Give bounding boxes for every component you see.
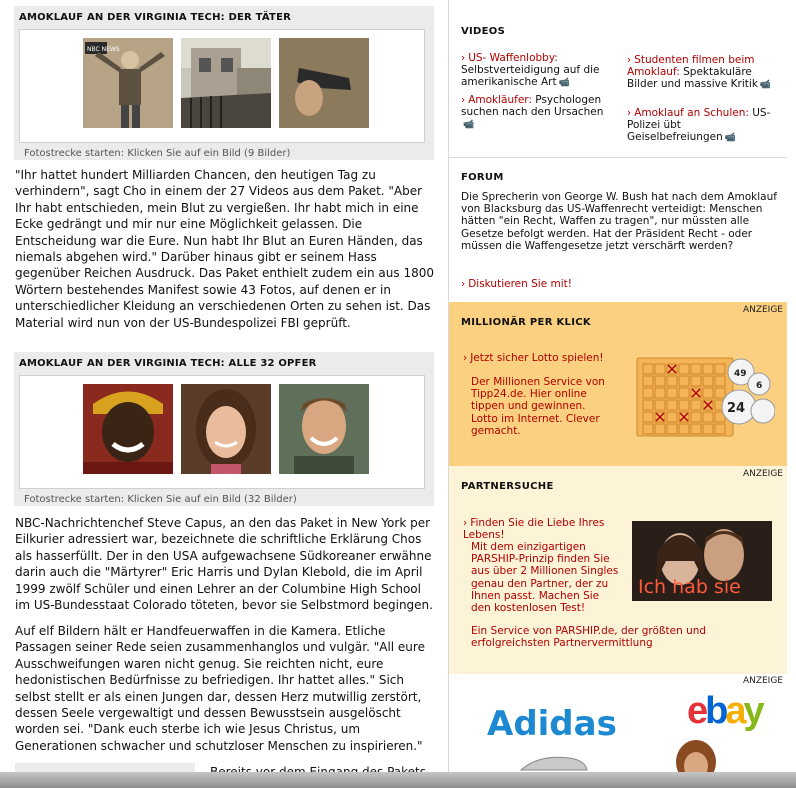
gallery-title: AMOKLAUF AN DER VIRGINIA TECH: ALLE 32 OPFER — [19, 358, 317, 369]
lotto-title: MILLIONÄR PER KLICK — [461, 317, 591, 328]
camera-icon: 📹 — [558, 78, 570, 89]
thumb-image-1[interactable] — [83, 38, 173, 128]
brand-ad[interactable] — [449, 674, 787, 772]
parship-slogan: Ich hab sie — [638, 576, 741, 598]
gallery-caption[interactable]: Fotostrecke starten: Klicken Sie auf ein Bild (9 Bilder) — [24, 148, 291, 159]
video-item-2[interactable] — [461, 94, 609, 132]
lotto-ball-label: 6 — [756, 381, 763, 391]
video-desc: Selbstverteidigung auf die amerikanische Art — [461, 64, 600, 89]
lotto-ball-label: 24 — [727, 401, 746, 416]
gallery-thumbnails — [19, 375, 425, 489]
gallery-thumbnails — [19, 29, 425, 143]
video-link[interactable]: › US- Waffenlobby: — [461, 52, 558, 64]
video-item-1[interactable] — [461, 52, 609, 90]
forum-box — [449, 157, 787, 303]
parship-couple-image — [632, 521, 772, 601]
lotto-ticket-image — [635, 354, 775, 440]
ebay-letter: e — [687, 690, 706, 732]
lotto-ad[interactable] — [449, 302, 787, 466]
ebay-letter: y — [743, 690, 762, 732]
video-link[interactable]: › Amokläufer: — [461, 94, 532, 106]
ebay-logo[interactable] — [687, 690, 762, 733]
shoe-image — [519, 752, 589, 772]
video-item-3[interactable] — [627, 54, 779, 92]
gallery-perpetrator — [14, 6, 434, 160]
thumb-image-3[interactable] — [279, 38, 369, 128]
video-link[interactable]: › Amoklauf an Schulen: — [627, 107, 749, 119]
lotto-ball-label: 49 — [734, 369, 747, 379]
thumb-image-2[interactable] — [181, 38, 271, 128]
camera-icon: 📹 — [759, 80, 772, 91]
parship-title: PARTNERSUCHE — [461, 481, 554, 492]
ebay-letter: a — [725, 690, 744, 732]
videos-box — [449, 0, 787, 157]
ebay-letter: b — [705, 690, 726, 732]
forum-title: FORUM — [461, 172, 504, 183]
person-image — [671, 740, 721, 772]
gallery-title: AMOKLAUF AN DER VIRGINIA TECH: DER TÄTER — [19, 12, 291, 23]
parship-link[interactable]: › Finden Sie die Liebe Ihres Lebens! — [463, 517, 623, 541]
lotto-link[interactable]: › Jetzt sicher Lotto spielen! — [463, 352, 604, 364]
thumb-victim-2[interactable] — [181, 384, 271, 474]
video-item-4[interactable] — [627, 107, 779, 145]
camera-icon: 📹 — [463, 120, 475, 131]
gallery-victims — [14, 352, 434, 506]
adidas-logo[interactable]: Adidas — [487, 704, 617, 744]
ad-label: ANZEIGE — [742, 469, 783, 479]
article-paragraph-3: Auf elf Bildern hält er Handfeuerwaffen in die Kamera. Etliche Passagen seiner Rede seien zusammenhanglos und vulgär. "All eure Ausschweifungen waren nicht genug. Sie reichten nicht, eure hedonistischen Bedürfnisse zu befriedigen. Ihr hattet alles." Sich selbst stellt er als einen Jungen dar, dessen Herz mutwillig zerstört, dessen Seele vergewaltigt und dessen Bewusstsein ausgelöscht worden sei. "Dank euch sterbe ich wie Jesus Christus, um Generationen schwacher und schutzloser Menschen zu inspirieren." — [15, 624, 425, 753]
forum-discuss-link[interactable]: › Diskutieren Sie mit! — [461, 278, 572, 290]
gallery-caption[interactable]: Fotostrecke starten: Klicken Sie auf ein Bild (32 Bilder) — [24, 494, 297, 505]
videos-title: VIDEOS — [461, 26, 506, 37]
video-link[interactable]: › Studenten filmen beim Amoklauf: — [627, 54, 754, 78]
window-bottom-bar — [0, 772, 796, 788]
video-desc: US-Polizei übt Geiselbefreiungen — [627, 107, 771, 144]
parship-ad[interactable] — [449, 466, 787, 674]
parship-footer[interactable]: Ein Service von PARSHIP.de, der größten und erfolgreichsten Partnervermittlung — [471, 625, 707, 650]
video-desc: Psychologen suchen nach den Ursachen — [461, 94, 604, 119]
thumb-victim-3[interactable] — [279, 384, 369, 474]
article-paragraph-1: "Ihr hattet hundert Milliarden Chancen, den heutigen Tag zu verhindern", sagt Cho in einem der 27 Videos aus dem Paket. "Aber Ihr habt entschieden, mein Blut zu vergießen. Ihr habt mich in eine Ecke gedrängt und mir nur eine Möglichkeit gelassen. Die Entscheidung war die Eure. Nun habt Ihr Blut an Euren Händen, das niemals abgehen wird." Darüber hinaus gibt er seinem Hass gegenüber Reichen Ausdruck. Das Paket enthielt zudem ein aus 1800 Wörtern bestehendes Manifest sowie 43 Fotos, auf denen er in unterschiedlicher Kleidung an verschiedenen Orten zu sehen ist. Das Material wird nun von der US-Bundespolizei FBI geprüft. — [15, 168, 434, 330]
thumb-victim-1[interactable] — [83, 384, 173, 474]
forum-text: Die Sprecherin von George W. Bush hat nach dem Amoklauf von Blacksburg das US-Waffenrecht verteidigt: Menschen hätten "ein Recht, Waffen zu tragen", nur müssten alle Gesetze befolgt werden. Hat der Präsident Recht - oder müssen die Waffengesetze jetzt verschärft werden? — [461, 191, 777, 252]
ad-label: ANZEIGE — [742, 305, 783, 315]
ad-label: ANZEIGE — [742, 676, 783, 686]
video-desc: Spektakuläre Bilder und massive Kritik — [627, 66, 758, 91]
article-paragraph-2: NBC-Nachrichtenchef Steve Capus, an den das Paket in New York per Eilkurier adressiert war, bezeichnete die schriftliche Erklärung Chos als hasserfüllt. Der in den USA aufgewachsene Südkoreaner erwähne darin auch die "Märtyrer" Eric Harris und Dylan Klebold, die im April 1999 zwölf Schüler und einen Lehrer an der Columbine High School im US-Bundesstaat Colorado töteten, bevor sie Selbstmord begingen. — [15, 516, 433, 613]
camera-icon: 📹 — [724, 133, 736, 144]
nbc-label: NBC NEWS — [87, 46, 120, 53]
lotto-text: Der Millionen Service von Tipp24.de. Hier online tippen und gewinnen. Lotto im Internet. Clever gemacht. — [471, 376, 605, 437]
parship-text: Mit dem einzigartigen PARSHIP-Prinzip finden Sie aus über 2 Millionen Singles genau den Partner, der zu Ihnen passt. Machen Sie den kostenlosen Test! — [471, 541, 619, 615]
